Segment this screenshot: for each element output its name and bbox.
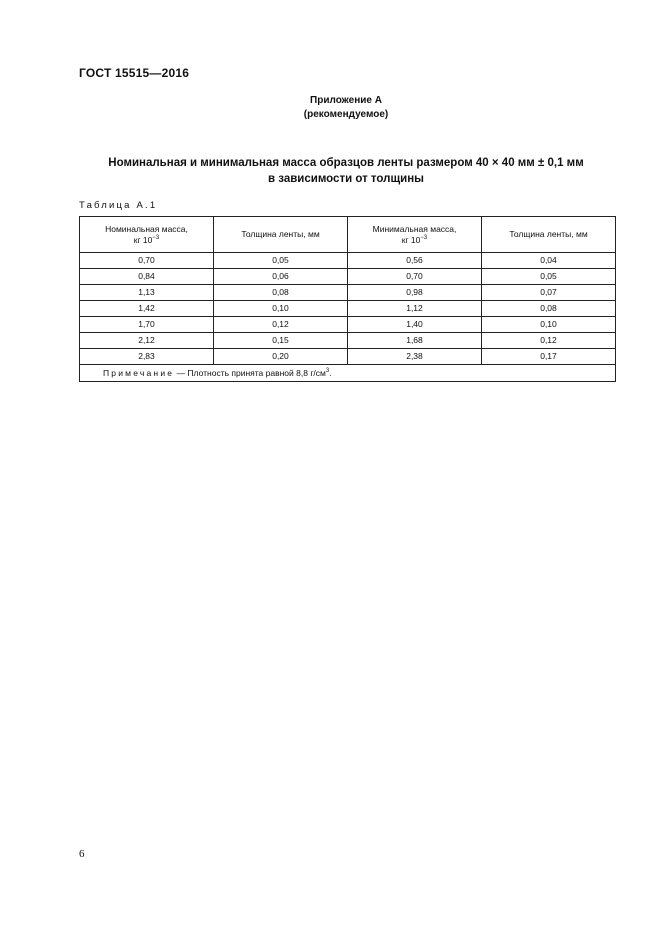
- header-nominal-mass: [80, 217, 214, 253]
- section-heading-line-1: Номинальная и минимальная масса образцов ленты размером 40 × 40 мм ± 0,1 мм: [108, 157, 584, 169]
- table-cell: 1,12: [348, 301, 482, 317]
- table-cell: 0,56: [348, 253, 482, 269]
- table-cell: 1,13: [80, 285, 214, 301]
- table-note-row: [80, 365, 616, 382]
- header-minimal-mass: [348, 217, 482, 253]
- note-end: .: [329, 368, 332, 378]
- header-nominal-mass-exp: −3: [152, 234, 160, 241]
- table-cell: 0,12: [214, 317, 348, 333]
- table-cell: 0,05: [214, 253, 348, 269]
- table-cell: 0,84: [80, 269, 214, 285]
- table-row: [80, 301, 616, 317]
- table-cell: 0,15: [214, 333, 348, 349]
- table-cell: 2,83: [80, 349, 214, 365]
- table-cell: 0,08: [214, 285, 348, 301]
- table-note: [80, 365, 616, 382]
- table-cell: 0,98: [348, 285, 482, 301]
- table-cell: 1,42: [80, 301, 214, 317]
- table-label: Таблица А.1: [79, 200, 158, 211]
- header-minimal-mass-exp: −3: [420, 234, 428, 241]
- header-minimal-mass-label: Минимальная масса,: [372, 223, 457, 234]
- table-cell: 0,07: [482, 285, 616, 301]
- header-thickness-1: [214, 217, 348, 253]
- table-cell: 0,70: [348, 269, 482, 285]
- header-thickness-2-label: Толщина ленты, мм: [509, 229, 588, 239]
- table-cell: 0,17: [482, 349, 616, 365]
- table-cell: 0,10: [214, 301, 348, 317]
- section-heading-line-2: в зависимости от толщины: [268, 173, 424, 185]
- header-thickness-1-label: Толщина ленты, мм: [241, 229, 320, 239]
- header-thickness-2: [482, 217, 616, 253]
- table-cell: 2,12: [80, 333, 214, 349]
- table-cell: 0,05: [482, 269, 616, 285]
- table-row: [80, 317, 616, 333]
- note-label: Примечание: [103, 368, 175, 378]
- table-cell: 2,38: [348, 349, 482, 365]
- mass-thickness-table: [79, 216, 616, 382]
- table-header-row: [80, 217, 616, 253]
- table-cell: 0,10: [482, 317, 616, 333]
- table-cell: 1,70: [80, 317, 214, 333]
- table-row: [80, 253, 616, 269]
- header-nominal-mass-label: Номинальная масса,: [105, 223, 188, 234]
- table-row: [80, 349, 616, 365]
- table-row: [80, 333, 616, 349]
- table-cell: 0,08: [482, 301, 616, 317]
- table-cell: 0,70: [80, 253, 214, 269]
- table-row: [80, 285, 616, 301]
- header-nominal-mass-unit: кг 10: [133, 234, 153, 245]
- table-cell: 1,68: [348, 333, 482, 349]
- document-header: ГОСТ 15515—2016: [79, 66, 190, 80]
- table-cell: 0,12: [482, 333, 616, 349]
- table-cell: 0,20: [214, 349, 348, 365]
- table-cell: 0,06: [214, 269, 348, 285]
- table-cell: 1,40: [348, 317, 482, 333]
- note-text: — Плотность принята равной 8,8 г/см: [174, 368, 326, 378]
- page-number: 6: [79, 848, 85, 860]
- header-minimal-mass-unit: кг 10: [401, 234, 421, 245]
- table-cell: 0,04: [482, 253, 616, 269]
- table-row: [80, 269, 616, 285]
- note-exponent: 3: [325, 368, 330, 375]
- appendix-subtitle: (рекомендуемое): [303, 109, 389, 120]
- appendix-title: Приложение А: [310, 95, 382, 106]
